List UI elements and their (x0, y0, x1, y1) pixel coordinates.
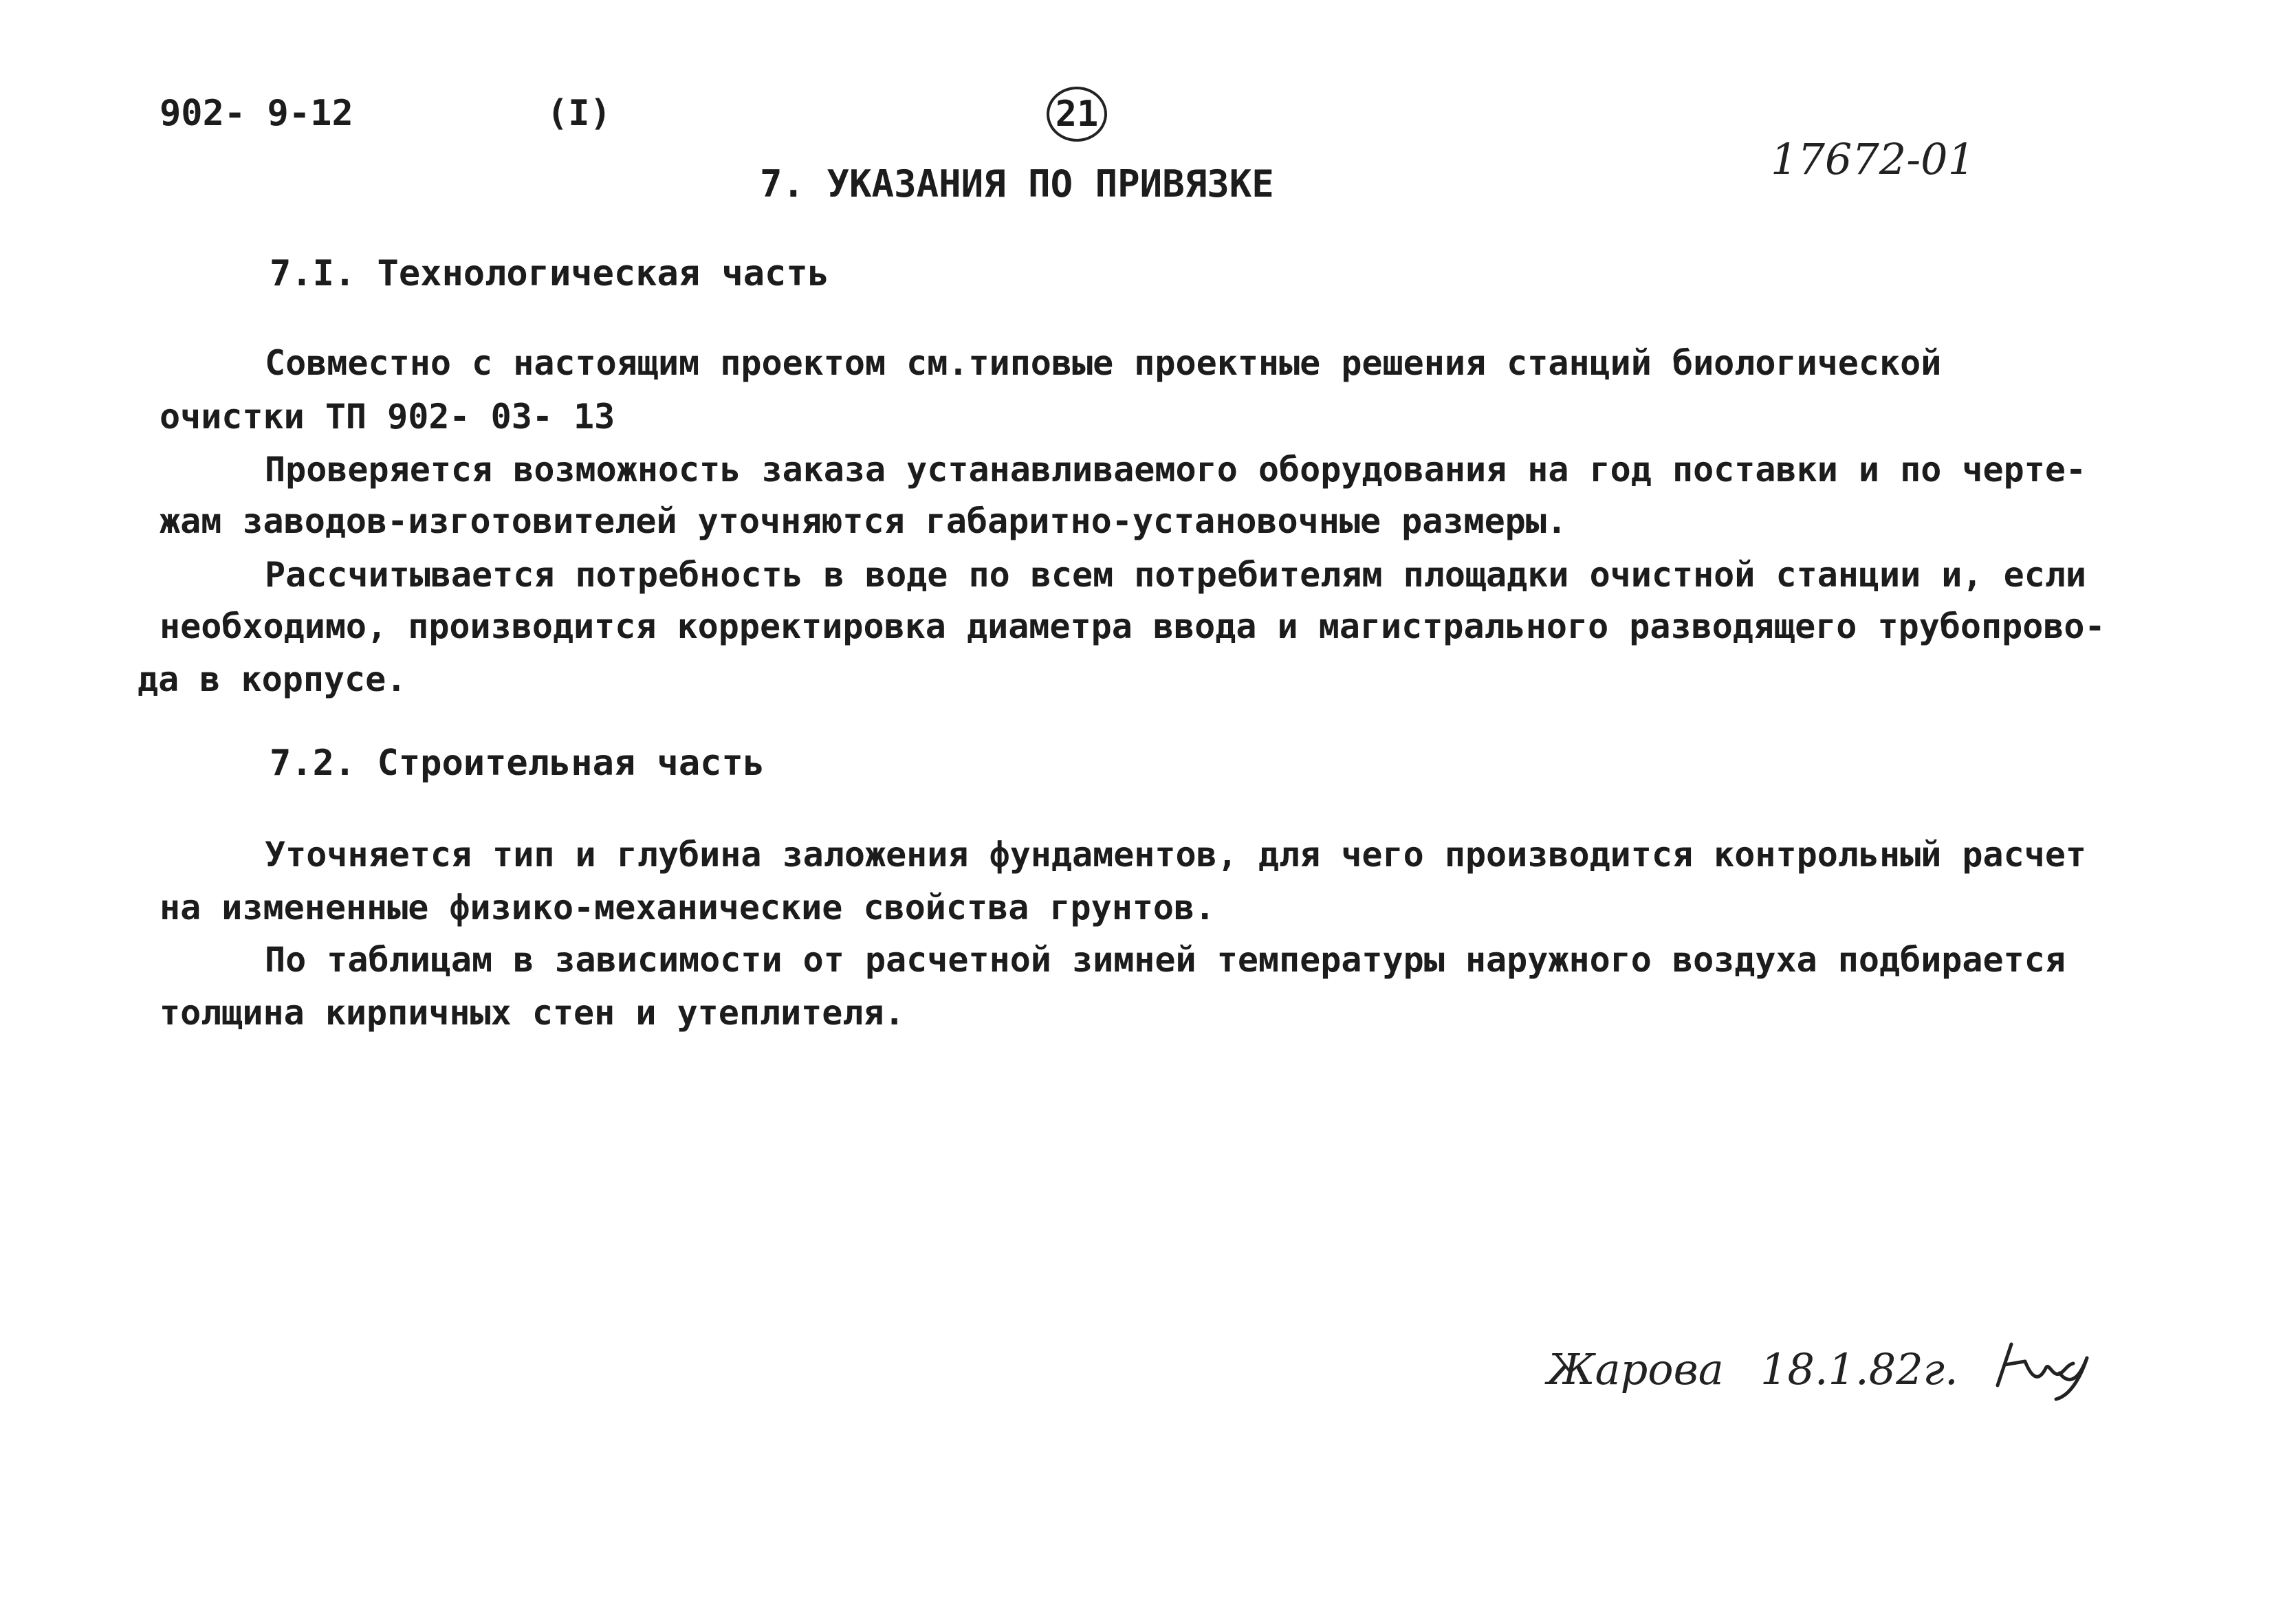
paragraph-line: Проверяется возможность заказа устанавливаемого оборудования на год поставки и по черте- (265, 450, 2087, 490)
paragraph-line: толщина кирпичных стен и утеплителя. (160, 993, 905, 1033)
paragraph-line: жам заводов-изготовителей уточняются габаритно-установочные размеры. (160, 501, 1567, 541)
page-number: 21 (1055, 94, 1099, 135)
paragraph-line: Рассчитывается потребность в воде по всем потребителям площадки очистной станции и, если (265, 555, 2087, 595)
volume-label: (I) (547, 93, 611, 134)
signature-scribble (1984, 1330, 2101, 1406)
section-title: 7. УКАЗАНИЯ ПО ПРИВЯЗКЕ (760, 162, 1274, 206)
paragraph-line: на измененные физико-механические свойства грунтов. (160, 888, 1216, 928)
subsection-2-heading: 7.2. Строительная часть (270, 743, 765, 784)
archive-number: 17672-01 (1771, 134, 1976, 184)
paragraph-line: очистки ТП 902- 03- 13 (160, 397, 615, 437)
paragraph-line: необходимо, производится корректировка диаметра ввода и магистрального разводящего трубопрово- (160, 606, 2106, 646)
paragraph-line: Уточняется тип и глубина заложения фундаментов, для чего производится контрольный расчет (265, 835, 2087, 875)
paragraph-line: да в корпусе. (138, 659, 407, 699)
signature-date: 18.1.82г. (1760, 1344, 1958, 1394)
doc-code: 902- 9-12 (160, 93, 353, 134)
subsection-1-heading: 7.I. Технологическая часть (270, 253, 829, 294)
paragraph-line: Совместно с настоящим проектом см.типовые проектные решения станций биологической (265, 343, 1942, 383)
signer-name: Жарова (1547, 1344, 1724, 1394)
paragraph-line: По таблицам в зависимости от расчетной зимней температуры наружного воздуха подбирается (265, 940, 2066, 980)
page-number-circled (1047, 87, 1107, 142)
